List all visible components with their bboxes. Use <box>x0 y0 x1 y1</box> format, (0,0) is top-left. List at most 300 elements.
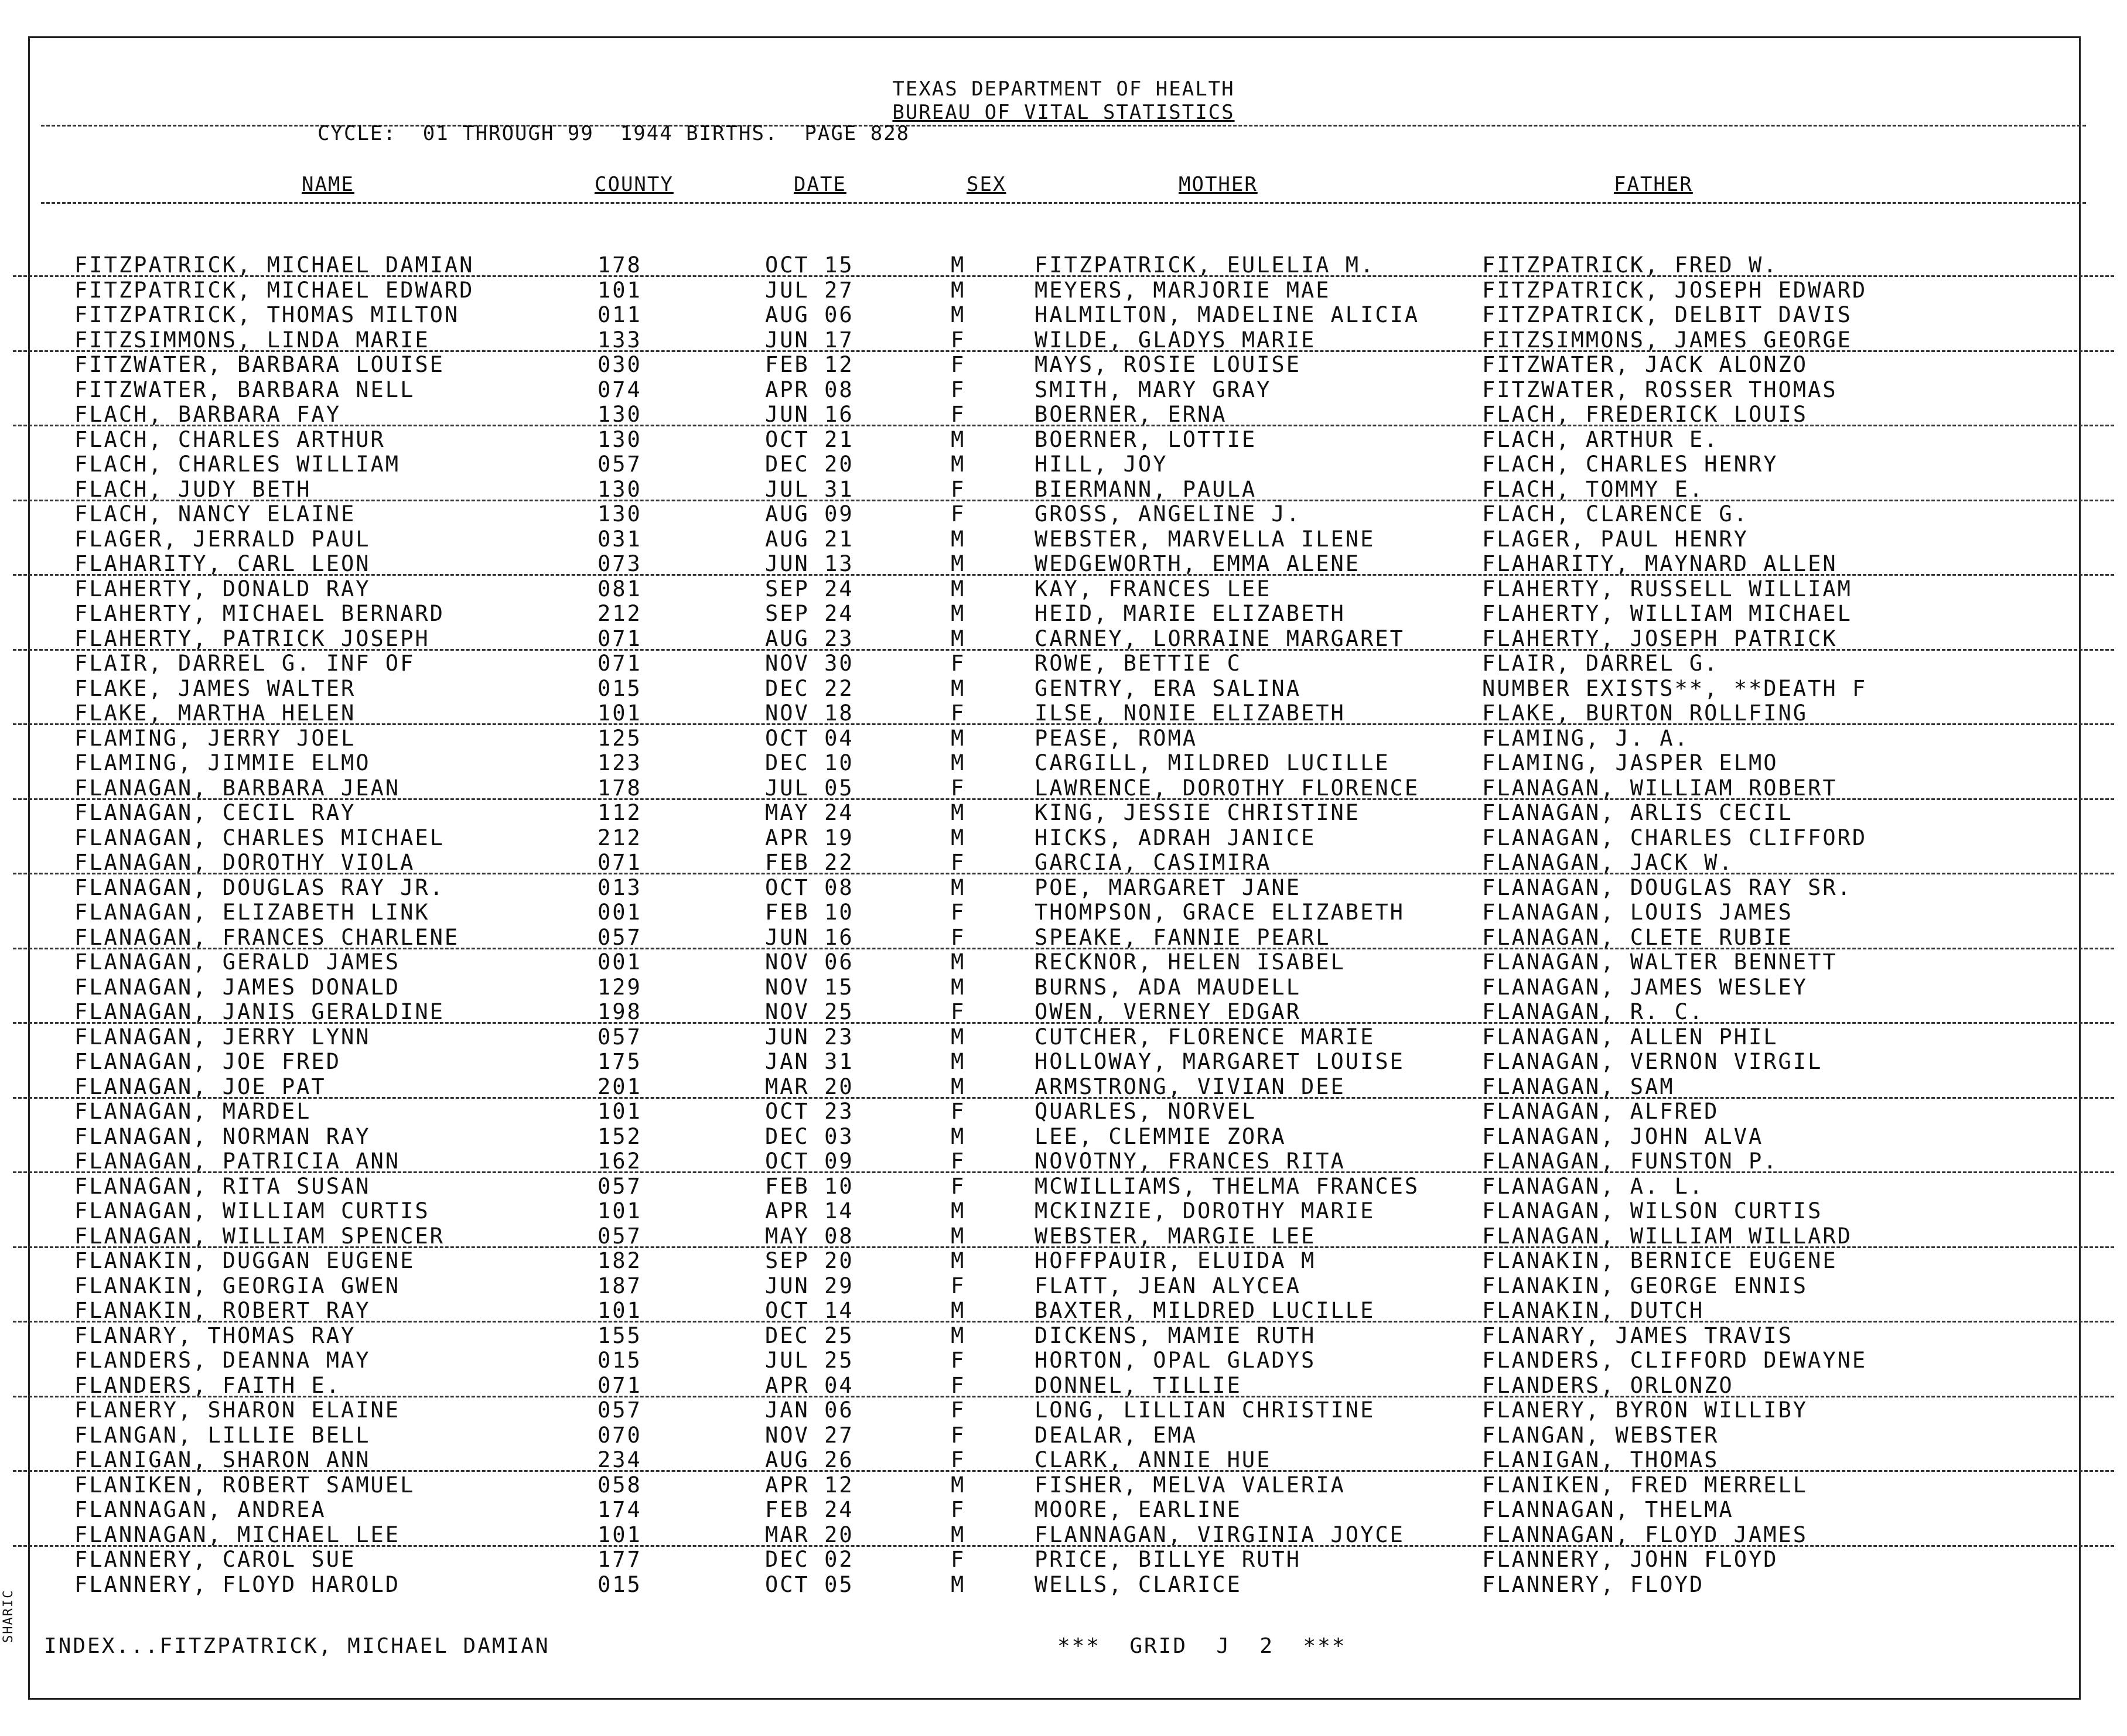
sex: M <box>951 1223 966 1249</box>
child-name: FLAKE, JAMES WALTER <box>74 675 356 701</box>
table-row <box>0 1498 2127 1522</box>
child-name: FLANAGAN, NORMAN RAY <box>74 1123 371 1149</box>
birth-date: JUN 16 <box>765 402 854 427</box>
county-code: 198 <box>598 999 642 1024</box>
birth-date: JUN 16 <box>765 924 854 950</box>
father-name: FLANAGAN, DOUGLAS RAY SR. <box>1482 874 1852 900</box>
county-code: 011 <box>598 302 642 327</box>
mother-name: CARNEY, LORRAINE MARGARET <box>1035 626 1405 651</box>
birth-date: OCT 14 <box>765 1298 854 1323</box>
father-name: FLANAGAN, CHARLES CLIFFORD <box>1482 825 1867 850</box>
county-code: 057 <box>598 1024 642 1050</box>
birth-date: AUG 21 <box>765 526 854 552</box>
column-header-father: FATHER <box>1614 173 1693 196</box>
column-header-date: DATE <box>794 173 846 196</box>
sex: M <box>951 252 966 278</box>
birth-date: SEP 20 <box>765 1248 854 1273</box>
table-row <box>0 1348 2127 1373</box>
father-name: FLAHERTY, WILLIAM MICHAEL <box>1482 601 1852 626</box>
birth-date: OCT 05 <box>765 1571 854 1597</box>
birth-date: JUL 27 <box>765 277 854 303</box>
county-code: 101 <box>598 1522 642 1547</box>
father-name: FLANIGAN, THOMAS <box>1482 1447 1719 1472</box>
table-row <box>0 552 2127 576</box>
table-row <box>0 1025 2127 1050</box>
table-row <box>0 651 2127 676</box>
birth-date: JUN 29 <box>765 1273 854 1298</box>
table-row <box>0 975 2127 1000</box>
table-row <box>0 627 2127 651</box>
mother-name: WILDE, GLADYS MARIE <box>1035 327 1316 353</box>
child-name: FLANNAGAN, ANDREA <box>74 1497 326 1522</box>
father-name: NUMBER EXISTS**, **DEATH F <box>1482 675 1867 701</box>
table-row <box>0 1298 2127 1323</box>
father-name: FLAGER, PAUL HENRY <box>1482 526 1749 552</box>
table-row <box>0 1448 2127 1472</box>
father-name: FLANAKIN, DUTCH <box>1482 1298 1705 1323</box>
sex: F <box>951 999 966 1024</box>
birth-date: NOV 15 <box>765 974 854 1000</box>
child-name: FLANDERS, DEANNA MAY <box>74 1348 371 1373</box>
birth-date: OCT 09 <box>765 1149 854 1174</box>
father-name: FLANDERS, CLIFFORD DEWAYNE <box>1482 1348 1867 1373</box>
child-name: FLANERY, SHARON ELAINE <box>74 1397 401 1423</box>
child-name: FITZPATRICK, MICHAEL DAMIAN <box>74 252 474 278</box>
birth-date: APR 04 <box>765 1372 854 1398</box>
county-code: 057 <box>598 1173 642 1199</box>
sex: M <box>951 874 966 900</box>
column-header-rule <box>41 202 2086 204</box>
mother-name: FLANNAGAN, VIRGINIA JOYCE <box>1035 1522 1405 1547</box>
sex: F <box>951 775 966 801</box>
county-code: 129 <box>598 974 642 1000</box>
county-code: 133 <box>598 327 642 353</box>
child-name: FITZSIMMONS, LINDA MARIE <box>74 327 430 353</box>
sex: M <box>951 1322 966 1348</box>
birth-date: JAN 31 <box>765 1049 854 1074</box>
mother-name: MOORE, EARLINE <box>1035 1497 1242 1522</box>
father-name: FLAKE, BURTON ROLLFING <box>1482 700 1808 726</box>
mother-name: QUARLES, NORVEL <box>1035 1099 1257 1124</box>
grid-footer: *** GRID J 2 *** <box>1057 1634 1347 1658</box>
mother-name: GARCIA, CASIMIRA <box>1035 850 1272 875</box>
birth-date: APR 08 <box>765 377 854 402</box>
father-name: FLANAGAN, FUNSTON P. <box>1482 1149 1778 1174</box>
birth-date: NOV 30 <box>765 651 854 676</box>
birth-date: DEC 22 <box>765 675 854 701</box>
father-name: FLANGAN, WEBSTER <box>1482 1422 1719 1448</box>
sex: M <box>951 1571 966 1597</box>
county-code: 212 <box>598 825 642 850</box>
sex: F <box>951 924 966 950</box>
child-name: FLANAGAN, GERALD JAMES <box>74 949 401 975</box>
child-name: FLACH, CHARLES ARTHUR <box>74 426 385 452</box>
child-name: FLAMING, JERRY JOEL <box>74 725 356 751</box>
county-code: 187 <box>598 1273 642 1298</box>
birth-date: AUG 06 <box>765 302 854 327</box>
county-code: 071 <box>598 626 642 651</box>
mother-name: FLATT, JEAN ALYCEA <box>1035 1273 1301 1298</box>
child-name: FLANARY, THOMAS RAY <box>74 1322 356 1348</box>
birth-date: JUL 05 <box>765 775 854 801</box>
father-name: FLANAGAN, JAMES WESLEY <box>1482 974 1808 1000</box>
table-row <box>0 1199 2127 1224</box>
mother-name: WEBSTER, MARVELLA ILENE <box>1035 526 1375 552</box>
mother-name: PEASE, ROMA <box>1035 725 1198 751</box>
child-name: FLAHERTY, DONALD RAY <box>74 576 371 602</box>
father-name: FLANAGAN, LOUIS JAMES <box>1482 900 1793 925</box>
father-name: FLANAGAN, ALFRED <box>1482 1099 1719 1124</box>
sex: F <box>951 501 966 527</box>
birth-date: APR 19 <box>765 825 854 850</box>
table-row <box>0 801 2127 825</box>
sex: F <box>951 1497 966 1522</box>
child-name: FLACH, BARBARA FAY <box>74 402 341 427</box>
mother-name: MCKINZIE, DOROTHY MARIE <box>1035 1198 1375 1224</box>
county-code: 015 <box>598 1348 642 1373</box>
county-code: 074 <box>598 377 642 402</box>
sex: F <box>951 651 966 676</box>
birth-date: JUN 23 <box>765 1024 854 1050</box>
county-code: 212 <box>598 601 642 626</box>
sex: M <box>951 1248 966 1273</box>
child-name: FITZWATER, BARBARA NELL <box>74 377 415 402</box>
sex: M <box>951 1049 966 1074</box>
birth-date: NOV 18 <box>765 700 854 726</box>
table-row <box>0 602 2127 626</box>
father-name: FITZWATER, JACK ALONZO <box>1482 352 1808 377</box>
sex: M <box>951 452 966 477</box>
table-row <box>0 1398 2127 1423</box>
table-row <box>0 303 2127 327</box>
birth-date: FEB 10 <box>765 1173 854 1199</box>
county-code: 130 <box>598 402 642 427</box>
county-code: 073 <box>598 551 642 576</box>
table-row <box>0 1050 2127 1074</box>
county-code: 057 <box>598 1397 642 1423</box>
table-row <box>0 1373 2127 1398</box>
mother-name: KAY, FRANCES LEE <box>1035 576 1272 602</box>
row-group-rule <box>13 574 2114 576</box>
mother-name: WELLS, CLARICE <box>1035 1571 1242 1597</box>
table-row <box>0 850 2127 875</box>
county-code: 071 <box>598 1372 642 1398</box>
sex: F <box>951 327 966 353</box>
birth-date: FEB 12 <box>765 352 854 377</box>
birth-date: APR 14 <box>765 1198 854 1224</box>
mother-name: GENTRY, ERA SALINA <box>1035 675 1301 701</box>
birth-date: NOV 06 <box>765 949 854 975</box>
child-name: FLANAGAN, PATRICIA ANN <box>74 1149 401 1174</box>
child-name: FLACH, CHARLES WILLIAM <box>74 452 401 477</box>
table-row <box>0 402 2127 427</box>
sex: F <box>951 700 966 726</box>
birth-date: MAY 24 <box>765 800 854 825</box>
county-code: 015 <box>598 675 642 701</box>
county-code: 101 <box>598 1298 642 1323</box>
sex: M <box>951 1198 966 1224</box>
table-row <box>0 701 2127 726</box>
child-name: FITZPATRICK, MICHAEL EDWARD <box>74 277 474 303</box>
mother-name: BOERNER, LOTTIE <box>1035 426 1257 452</box>
sex: M <box>951 800 966 825</box>
birth-date: DEC 20 <box>765 452 854 477</box>
child-name: FLANAGAN, JOE FRED <box>74 1049 341 1074</box>
father-name: FLANAGAN, WILLIAM WILLARD <box>1482 1223 1852 1249</box>
table-row <box>0 1224 2127 1249</box>
father-name: FLACH, CLARENCE G. <box>1482 501 1749 527</box>
mother-name: RECKNOR, HELEN ISABEL <box>1035 949 1346 975</box>
birth-date: MAY 08 <box>765 1223 854 1249</box>
birth-date: NOV 27 <box>765 1422 854 1448</box>
table-row <box>0 502 2127 527</box>
mother-name: BAXTER, MILDRED LUCILLE <box>1035 1298 1375 1323</box>
sex: M <box>951 750 966 775</box>
sex: M <box>951 974 966 1000</box>
sex: F <box>951 1149 966 1174</box>
mother-name: FITZPATRICK, EULELIA M. <box>1035 252 1375 278</box>
county-code: 130 <box>598 476 642 502</box>
table-row <box>0 1125 2127 1149</box>
sex: M <box>951 302 966 327</box>
table-row <box>0 1174 2127 1199</box>
birth-date: APR 12 <box>765 1472 854 1498</box>
county-code: 101 <box>598 277 642 303</box>
table-row <box>0 527 2127 552</box>
child-name: FLANAGAN, RITA SUSAN <box>74 1173 371 1199</box>
table-row <box>0 900 2127 925</box>
agency-title: TEXAS DEPARTMENT OF HEALTH <box>892 77 1235 101</box>
county-code: 175 <box>598 1049 642 1074</box>
table-row <box>0 1000 2127 1024</box>
table-row <box>0 1473 2127 1498</box>
father-name: FLAHARITY, MAYNARD ALLEN <box>1482 551 1838 576</box>
child-name: FLANAGAN, WILLIAM SPENCER <box>74 1223 445 1249</box>
sex: M <box>951 551 966 576</box>
cycle-line: CYCLE: 01 THROUGH 99 1944 BIRTHS. PAGE 828 <box>317 122 910 145</box>
county-code: 130 <box>598 501 642 527</box>
column-header-county: COUNTY <box>595 173 674 196</box>
mother-name: PRICE, BILLYE RUTH <box>1035 1547 1301 1572</box>
father-name: FLANNERY, FLOYD <box>1482 1571 1705 1597</box>
birth-date: MAR 20 <box>765 1522 854 1547</box>
child-name: FLANNAGAN, MICHAEL LEE <box>74 1522 401 1547</box>
table-row <box>0 428 2127 452</box>
child-name: FLAGER, JERRALD PAUL <box>74 526 371 552</box>
mother-name: WEBSTER, MARGIE LEE <box>1035 1223 1316 1249</box>
father-name: FLANAGAN, SAM <box>1482 1074 1675 1099</box>
sex: F <box>951 1547 966 1572</box>
table-row <box>0 876 2127 900</box>
child-name: FLANAGAN, DOROTHY VIOLA <box>74 850 415 875</box>
sex: F <box>951 377 966 402</box>
column-header-sex: SEX <box>967 173 1006 196</box>
child-name: FITZWATER, BARBARA LOUISE <box>74 352 445 377</box>
sex: M <box>951 949 966 975</box>
child-name: FLANAGAN, JANIS GERALDINE <box>74 999 445 1024</box>
child-name: FLANNERY, CAROL SUE <box>74 1547 356 1572</box>
sex: F <box>951 1099 966 1124</box>
child-name: FLANAGAN, MARDEL <box>74 1099 312 1124</box>
county-code: 178 <box>598 775 642 801</box>
sex: M <box>951 626 966 651</box>
sex: F <box>951 850 966 875</box>
child-name: FLANIKEN, ROBERT SAMUEL <box>74 1472 415 1498</box>
county-code: 015 <box>598 1571 642 1597</box>
birth-date: DEC 10 <box>765 750 854 775</box>
county-code: 174 <box>598 1497 642 1522</box>
child-name: FLANAGAN, FRANCES CHARLENE <box>74 924 460 950</box>
father-name: FLANAGAN, WILLIAM ROBERT <box>1482 775 1838 801</box>
birth-date: DEC 25 <box>765 1322 854 1348</box>
mother-name: THOMPSON, GRACE ELIZABETH <box>1035 900 1405 925</box>
row-group-rule <box>13 1321 2114 1322</box>
table-row <box>0 1573 2127 1597</box>
bureau-title: BUREAU OF VITAL STATISTICS <box>892 101 1235 124</box>
birth-date: FEB 10 <box>765 900 854 925</box>
father-name: FLANNAGAN, THELMA <box>1482 1497 1734 1522</box>
sex: M <box>951 725 966 751</box>
father-name: FITZPATRICK, DELBIT DAVIS <box>1482 302 1852 327</box>
table-row <box>0 776 2127 801</box>
county-code: 101 <box>598 700 642 726</box>
table-row <box>0 1547 2127 1572</box>
mother-name: HICKS, ADRAH JANICE <box>1035 825 1316 850</box>
county-code: 057 <box>598 924 642 950</box>
father-name: FLANARY, JAMES TRAVIS <box>1482 1322 1793 1348</box>
child-name: FLACH, JUDY BETH <box>74 476 312 502</box>
row-group-rule <box>13 1171 2114 1173</box>
father-name: FLANAGAN, R. C. <box>1482 999 1705 1024</box>
row-group-rule <box>13 275 2114 277</box>
birth-date: AUG 23 <box>765 626 854 651</box>
mother-name: WEDGEWORTH, EMMA ALENE <box>1035 551 1361 576</box>
father-name: FLACH, FREDERICK LOUIS <box>1482 402 1808 427</box>
county-code: 123 <box>598 750 642 775</box>
mother-name: NOVOTNY, FRANCES RITA <box>1035 1149 1346 1174</box>
county-code: 001 <box>598 949 642 975</box>
birth-date: OCT 15 <box>765 252 854 278</box>
county-code: 070 <box>598 1422 642 1448</box>
child-name: FLAHERTY, MICHAEL BERNARD <box>74 601 445 626</box>
birth-date: OCT 21 <box>765 426 854 452</box>
sex: F <box>951 352 966 377</box>
child-name: FLANAGAN, JOE PAT <box>74 1074 326 1099</box>
sex: M <box>951 1024 966 1050</box>
table-row <box>0 378 2127 402</box>
birth-date: DEC 02 <box>765 1547 854 1572</box>
birth-date: DEC 03 <box>765 1123 854 1149</box>
table-row <box>0 253 2127 278</box>
birth-date: JAN 06 <box>765 1397 854 1423</box>
table-row <box>0 950 2127 975</box>
mother-name: HALMILTON, MADELINE ALICIA <box>1035 302 1420 327</box>
father-name: FITZPATRICK, JOSEPH EDWARD <box>1482 277 1867 303</box>
father-name: FLANNERY, JOHN FLOYD <box>1482 1547 1778 1572</box>
row-group-rule <box>13 723 2114 725</box>
county-code: 001 <box>598 900 642 925</box>
county-code: 178 <box>598 252 642 278</box>
father-name: FLANAGAN, WALTER BENNETT <box>1482 949 1838 975</box>
county-code: 112 <box>598 800 642 825</box>
table-row <box>0 726 2127 751</box>
sex: M <box>951 277 966 303</box>
column-header-name: NAME <box>302 173 354 196</box>
mother-name: CLARK, ANNIE HUE <box>1035 1447 1272 1472</box>
father-name: FITZWATER, ROSSER THOMAS <box>1482 377 1838 402</box>
father-name: FLANNAGAN, FLOYD JAMES <box>1482 1522 1808 1547</box>
child-name: FLANDERS, FAITH E. <box>74 1372 341 1398</box>
table-row <box>0 1523 2127 1547</box>
child-name: FLACH, NANCY ELAINE <box>74 501 356 527</box>
county-code: 130 <box>598 426 642 452</box>
father-name: FITZPATRICK, FRED W. <box>1482 252 1778 278</box>
sex: F <box>951 1372 966 1398</box>
sex: F <box>951 402 966 427</box>
county-code: 101 <box>598 1198 642 1224</box>
child-name: FLAIR, DARREL G. INF OF <box>74 651 415 676</box>
father-name: FLANAGAN, CLETE RUBIE <box>1482 924 1793 950</box>
birth-date: JUN 17 <box>765 327 854 353</box>
child-name: FLAKE, MARTHA HELEN <box>74 700 356 726</box>
father-name: FLANERY, BYRON WILLIBY <box>1482 1397 1808 1423</box>
sex: F <box>951 1173 966 1199</box>
county-code: 030 <box>598 352 642 377</box>
sex: M <box>951 426 966 452</box>
county-code: 162 <box>598 1149 642 1174</box>
father-name: FLAMING, J. A. <box>1482 725 1689 751</box>
county-code: 057 <box>598 1223 642 1249</box>
mother-name: ROWE, BETTIE C <box>1035 651 1242 676</box>
birth-date: JUL 31 <box>765 476 854 502</box>
table-row <box>0 1324 2127 1348</box>
father-name: FLANAGAN, ARLIS CECIL <box>1482 800 1793 825</box>
table-row <box>0 452 2127 477</box>
county-code: 125 <box>598 725 642 751</box>
child-name: FLAHERTY, PATRICK JOSEPH <box>74 626 430 651</box>
mother-name: DICKENS, MAMIE RUTH <box>1035 1322 1316 1348</box>
sex: M <box>951 1522 966 1547</box>
mother-name: CARGILL, MILDRED LUCILLE <box>1035 750 1390 775</box>
county-code: 031 <box>598 526 642 552</box>
row-group-rule <box>13 873 2114 874</box>
father-name: FLACH, CHARLES HENRY <box>1482 452 1778 477</box>
mother-name: POE, MARGARET JANE <box>1035 874 1301 900</box>
sex: F <box>951 1422 966 1448</box>
county-code: 071 <box>598 651 642 676</box>
mother-name: MCWILLIAMS, THELMA FRANCES <box>1035 1173 1420 1199</box>
child-name: FLANAGAN, CECIL RAY <box>74 800 356 825</box>
table-row <box>0 577 2127 602</box>
table-row <box>0 278 2127 303</box>
father-name: FLAHERTY, RUSSELL WILLIAM <box>1482 576 1852 602</box>
child-name: FLANAKIN, ROBERT RAY <box>74 1298 371 1323</box>
table-row <box>0 353 2127 377</box>
row-group-rule <box>13 425 2114 426</box>
county-code: 201 <box>598 1074 642 1099</box>
birth-date: FEB 24 <box>765 1497 854 1522</box>
child-name: FLANAGAN, CHARLES MICHAEL <box>74 825 445 850</box>
child-name: FLANAGAN, DOUGLAS RAY JR. <box>74 874 445 900</box>
child-name: FLANAGAN, ELIZABETH LINK <box>74 900 430 925</box>
table-row <box>0 751 2127 775</box>
sex: F <box>951 1273 966 1298</box>
father-name: FLACH, ARTHUR E. <box>1482 426 1719 452</box>
sex: M <box>951 601 966 626</box>
birth-date: OCT 04 <box>765 725 854 751</box>
father-name: FLANAGAN, JACK W. <box>1482 850 1734 875</box>
father-name: FLANIKEN, FRED MERRELL <box>1482 1472 1808 1498</box>
